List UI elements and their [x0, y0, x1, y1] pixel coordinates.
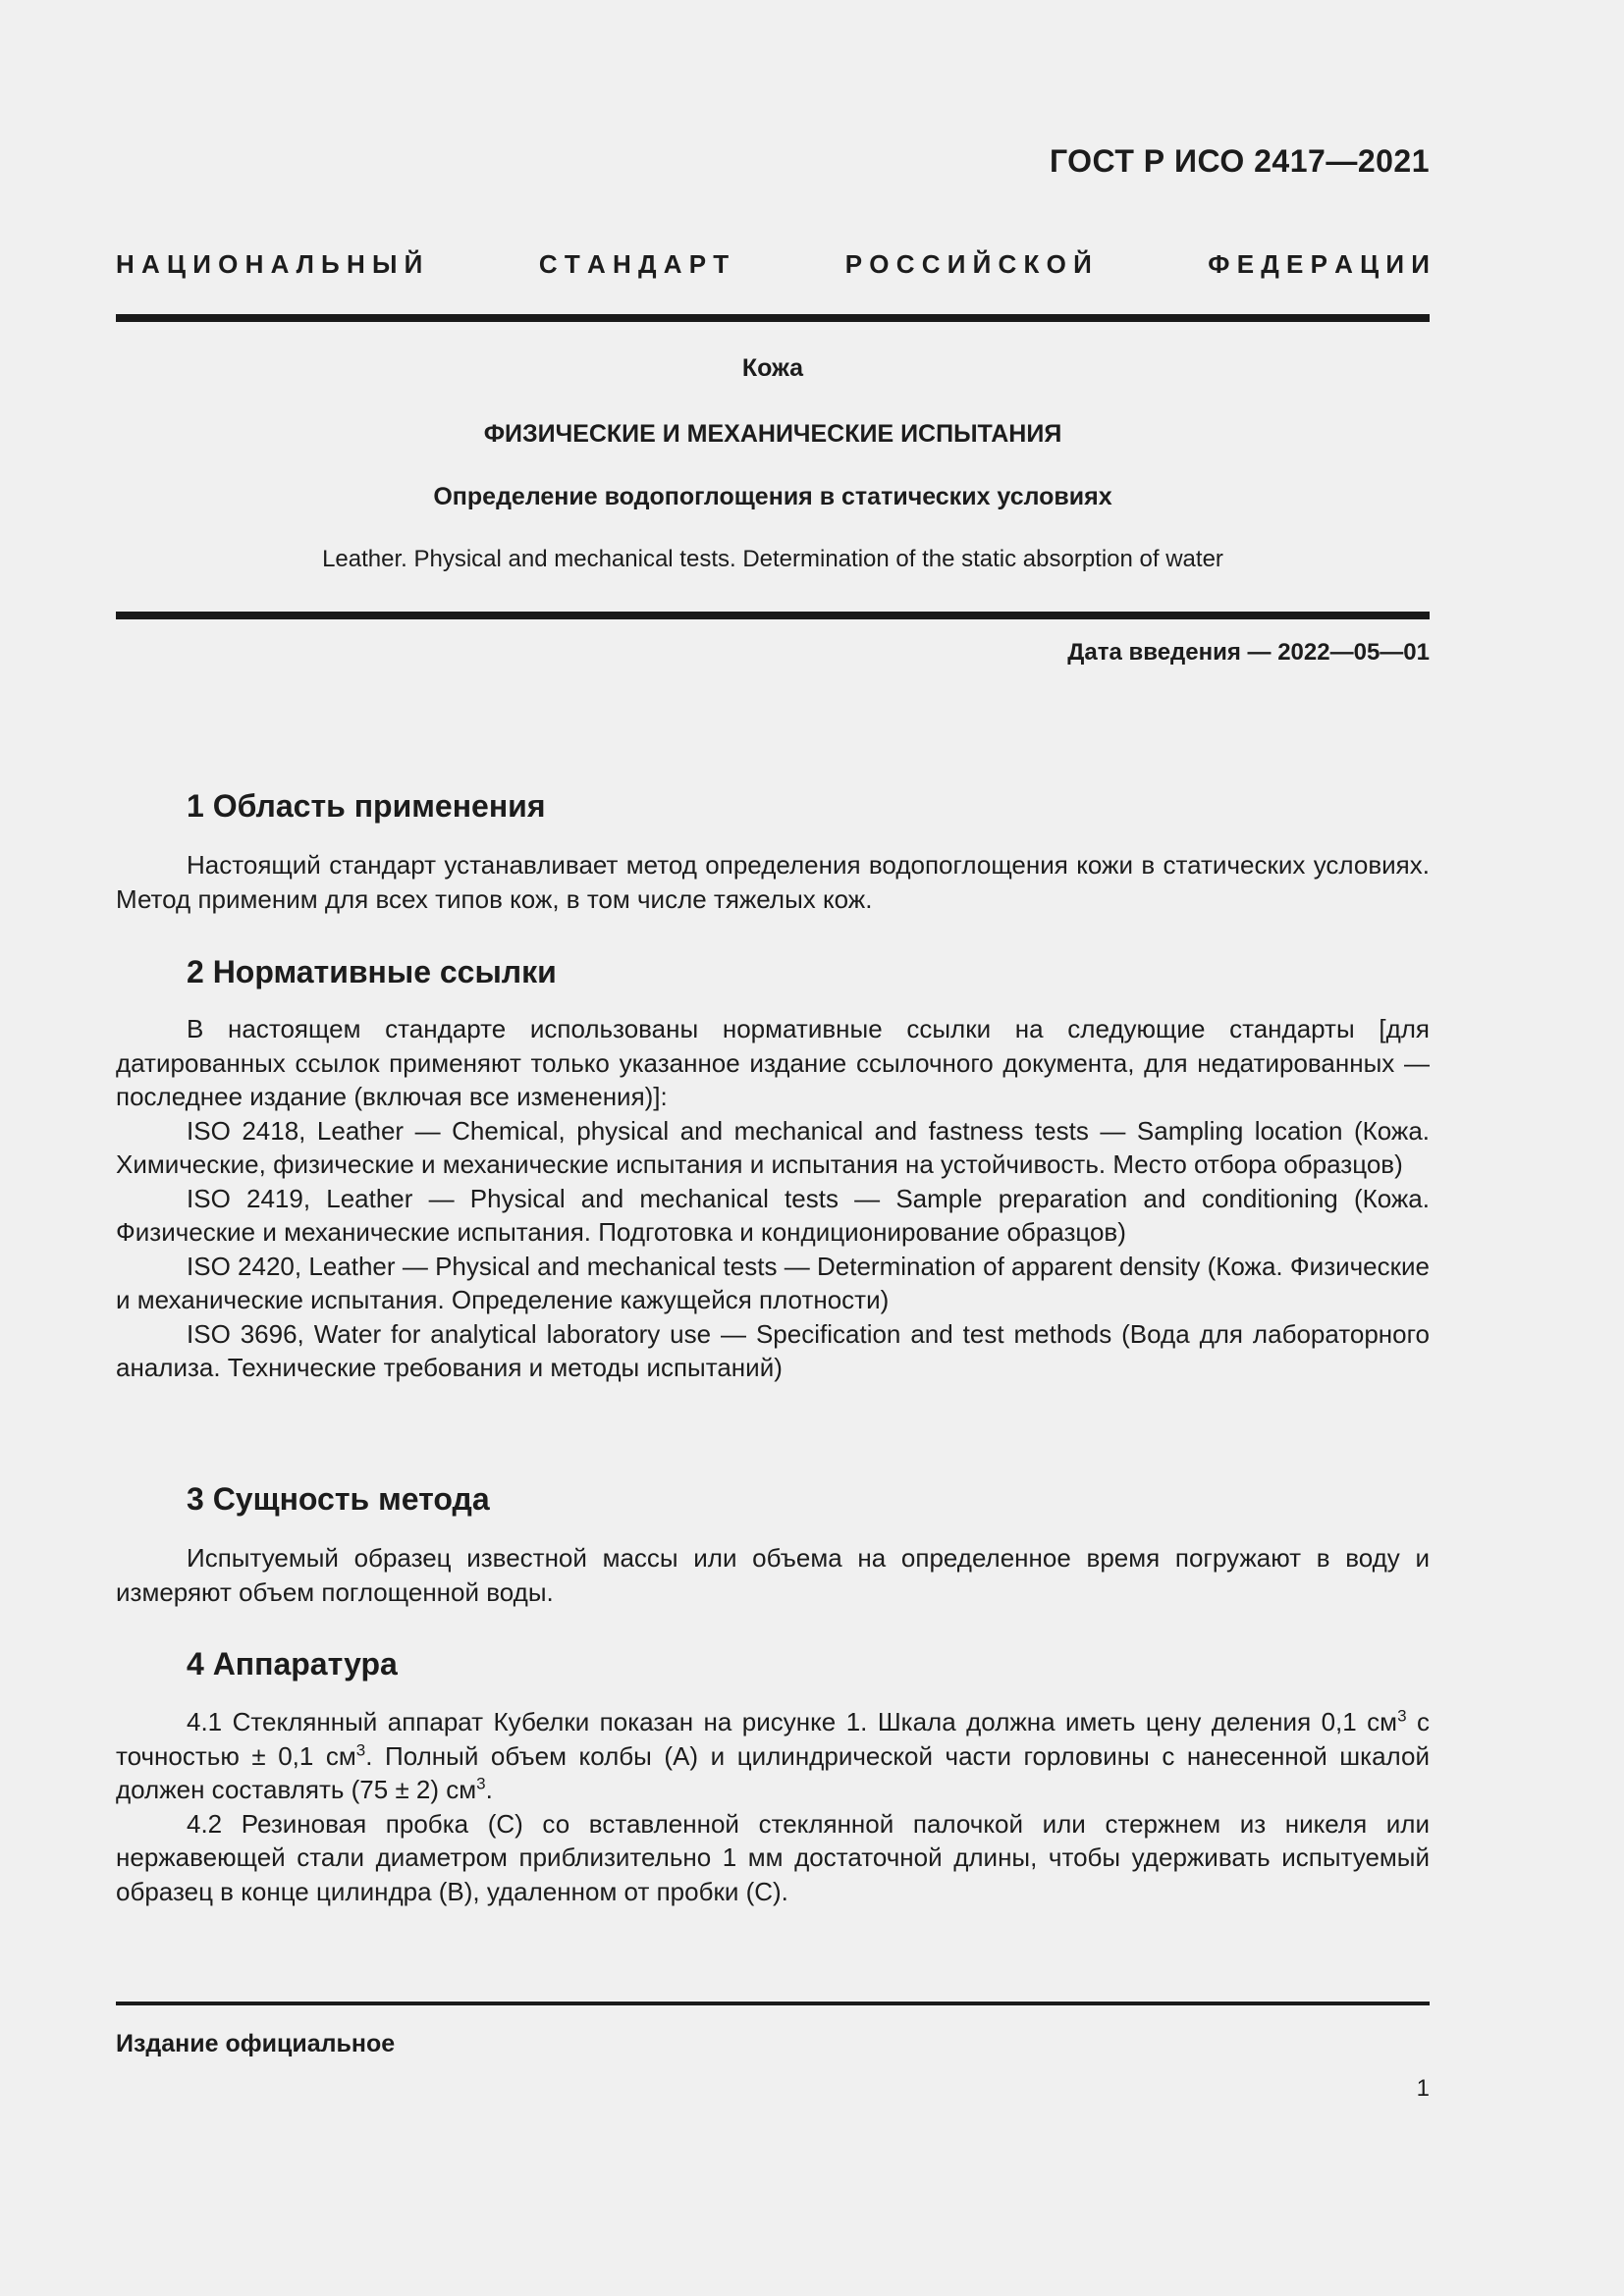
- reference-item: ISO 2419, Leather — Physical and mechanical tests — Sample preparation and conditioning (Кожа. Физические и механические испытания. Подготовка и кондиционирование образцов): [116, 1183, 1430, 1247]
- document-page: [116, 0, 1430, 2296]
- title-group: ФИЗИЧЕСКИЕ И МЕХАНИЧЕСКИЕ ИСПЫТАНИЯ: [483, 420, 1062, 448]
- superscript: 3: [476, 1774, 486, 1793]
- section-body: [116, 1541, 1430, 1609]
- national-standard-banner: [116, 249, 1430, 280]
- section-heading: 1 Область применения: [187, 788, 546, 824]
- banner-word: Ф Е Д Е Р А Ц И И: [1208, 249, 1430, 279]
- reference-item: ISO 2420, Leather — Physical and mechanical tests — Determination of apparent density (Кожа. Физические и механические испытания. Определение кажущейся плотности): [116, 1251, 1430, 1314]
- paragraph: В настоящем стандарте использованы нормативные ссылки на следующие стандарты [для датированных ссылок применяют только указанное издание ссылочного документа, для недатированных — последнее издание (включая все изменения)]:: [116, 1014, 1430, 1111]
- paragraph: 4.2 Резиновая пробка (С) со вставленной стеклянной палочкой или стержнем из никеля или нержавеющей стали диаметром приблизительно 1 мм достаточной длины, чтобы удерживать испытуемый образец в конце цилиндра (В), удаленном от пробки (С).: [116, 1808, 1430, 1906]
- paragraph: [116, 1705, 1430, 1807]
- title-subject: Кожа: [741, 354, 804, 382]
- section-body: [116, 1705, 1430, 1908]
- banner-word: Р О С С И Й С К О Й: [844, 249, 1092, 279]
- official-edition-label: Издание официальное: [116, 2030, 396, 2057]
- text-run: 4.1 Стеклянный аппарат Кубелки показан на рисунке 1. Шкала должна иметь цену деления 0,1 см: [187, 1707, 1398, 1736]
- superscript: 3: [355, 1739, 366, 1759]
- banner-word: Н А Ц И О Н А Л Ь Н Ы Й: [116, 249, 423, 279]
- introduction-date: Дата введения — 2022—05—01: [1067, 639, 1430, 666]
- section-heading: 4 Аппаратура: [187, 1646, 398, 1682]
- text-run: с точностью ± 0,1 см: [116, 1707, 1430, 1771]
- text-run: . Полный объем колбы (А) и цилиндрической части горловины с нанесенной шкалой должен составлять (75 ± 2) см: [116, 1740, 1430, 1804]
- reference-item: ISO 2418, Leather — Chemical, physical and mechanical and fastness tests — Sampling location (Кожа. Химические, физические и механические испытания и испытания на устойчивость. Место отбора образцов): [116, 1115, 1430, 1179]
- section-heading: 2 Нормативные ссылки: [187, 954, 557, 989]
- standard-code: ГОСТ Р ИСО 2417—2021: [1049, 143, 1430, 179]
- title-english: Leather. Physical and mechanical tests. Determination of the static absorption of water: [322, 546, 1223, 572]
- page-number: 1: [1416, 2075, 1430, 2102]
- text-run: .: [485, 1775, 493, 1804]
- paragraph: Испытуемый образец известной массы или объема на определенное время погружают в воду и измеряют объем поглощенной воды.: [116, 1543, 1430, 1607]
- reference-item: ISO 3696, Water for analytical laboratory use — Specification and test methods (Вода для лабораторного анализа. Технические требования и методы испытаний): [116, 1318, 1430, 1382]
- section-body: [116, 1012, 1430, 1385]
- top-divider: [116, 314, 1430, 322]
- section-body: [116, 848, 1430, 916]
- section-heading: 3 Сущность метода: [187, 1481, 490, 1517]
- title-divider: [116, 612, 1430, 619]
- footer-divider: [116, 2002, 1430, 2005]
- paragraph: Настоящий стандарт устанавливает метод определения водопоглощения кожи в статических условиях. Метод применим для всех типов кож, в том числе тяжелых кож.: [116, 850, 1430, 914]
- title-main: Определение водопоглощения в статических условиях: [433, 483, 1112, 510]
- banner-word: С Т А Н Д А Р Т: [538, 249, 730, 279]
- superscript: 3: [1397, 1706, 1407, 1726]
